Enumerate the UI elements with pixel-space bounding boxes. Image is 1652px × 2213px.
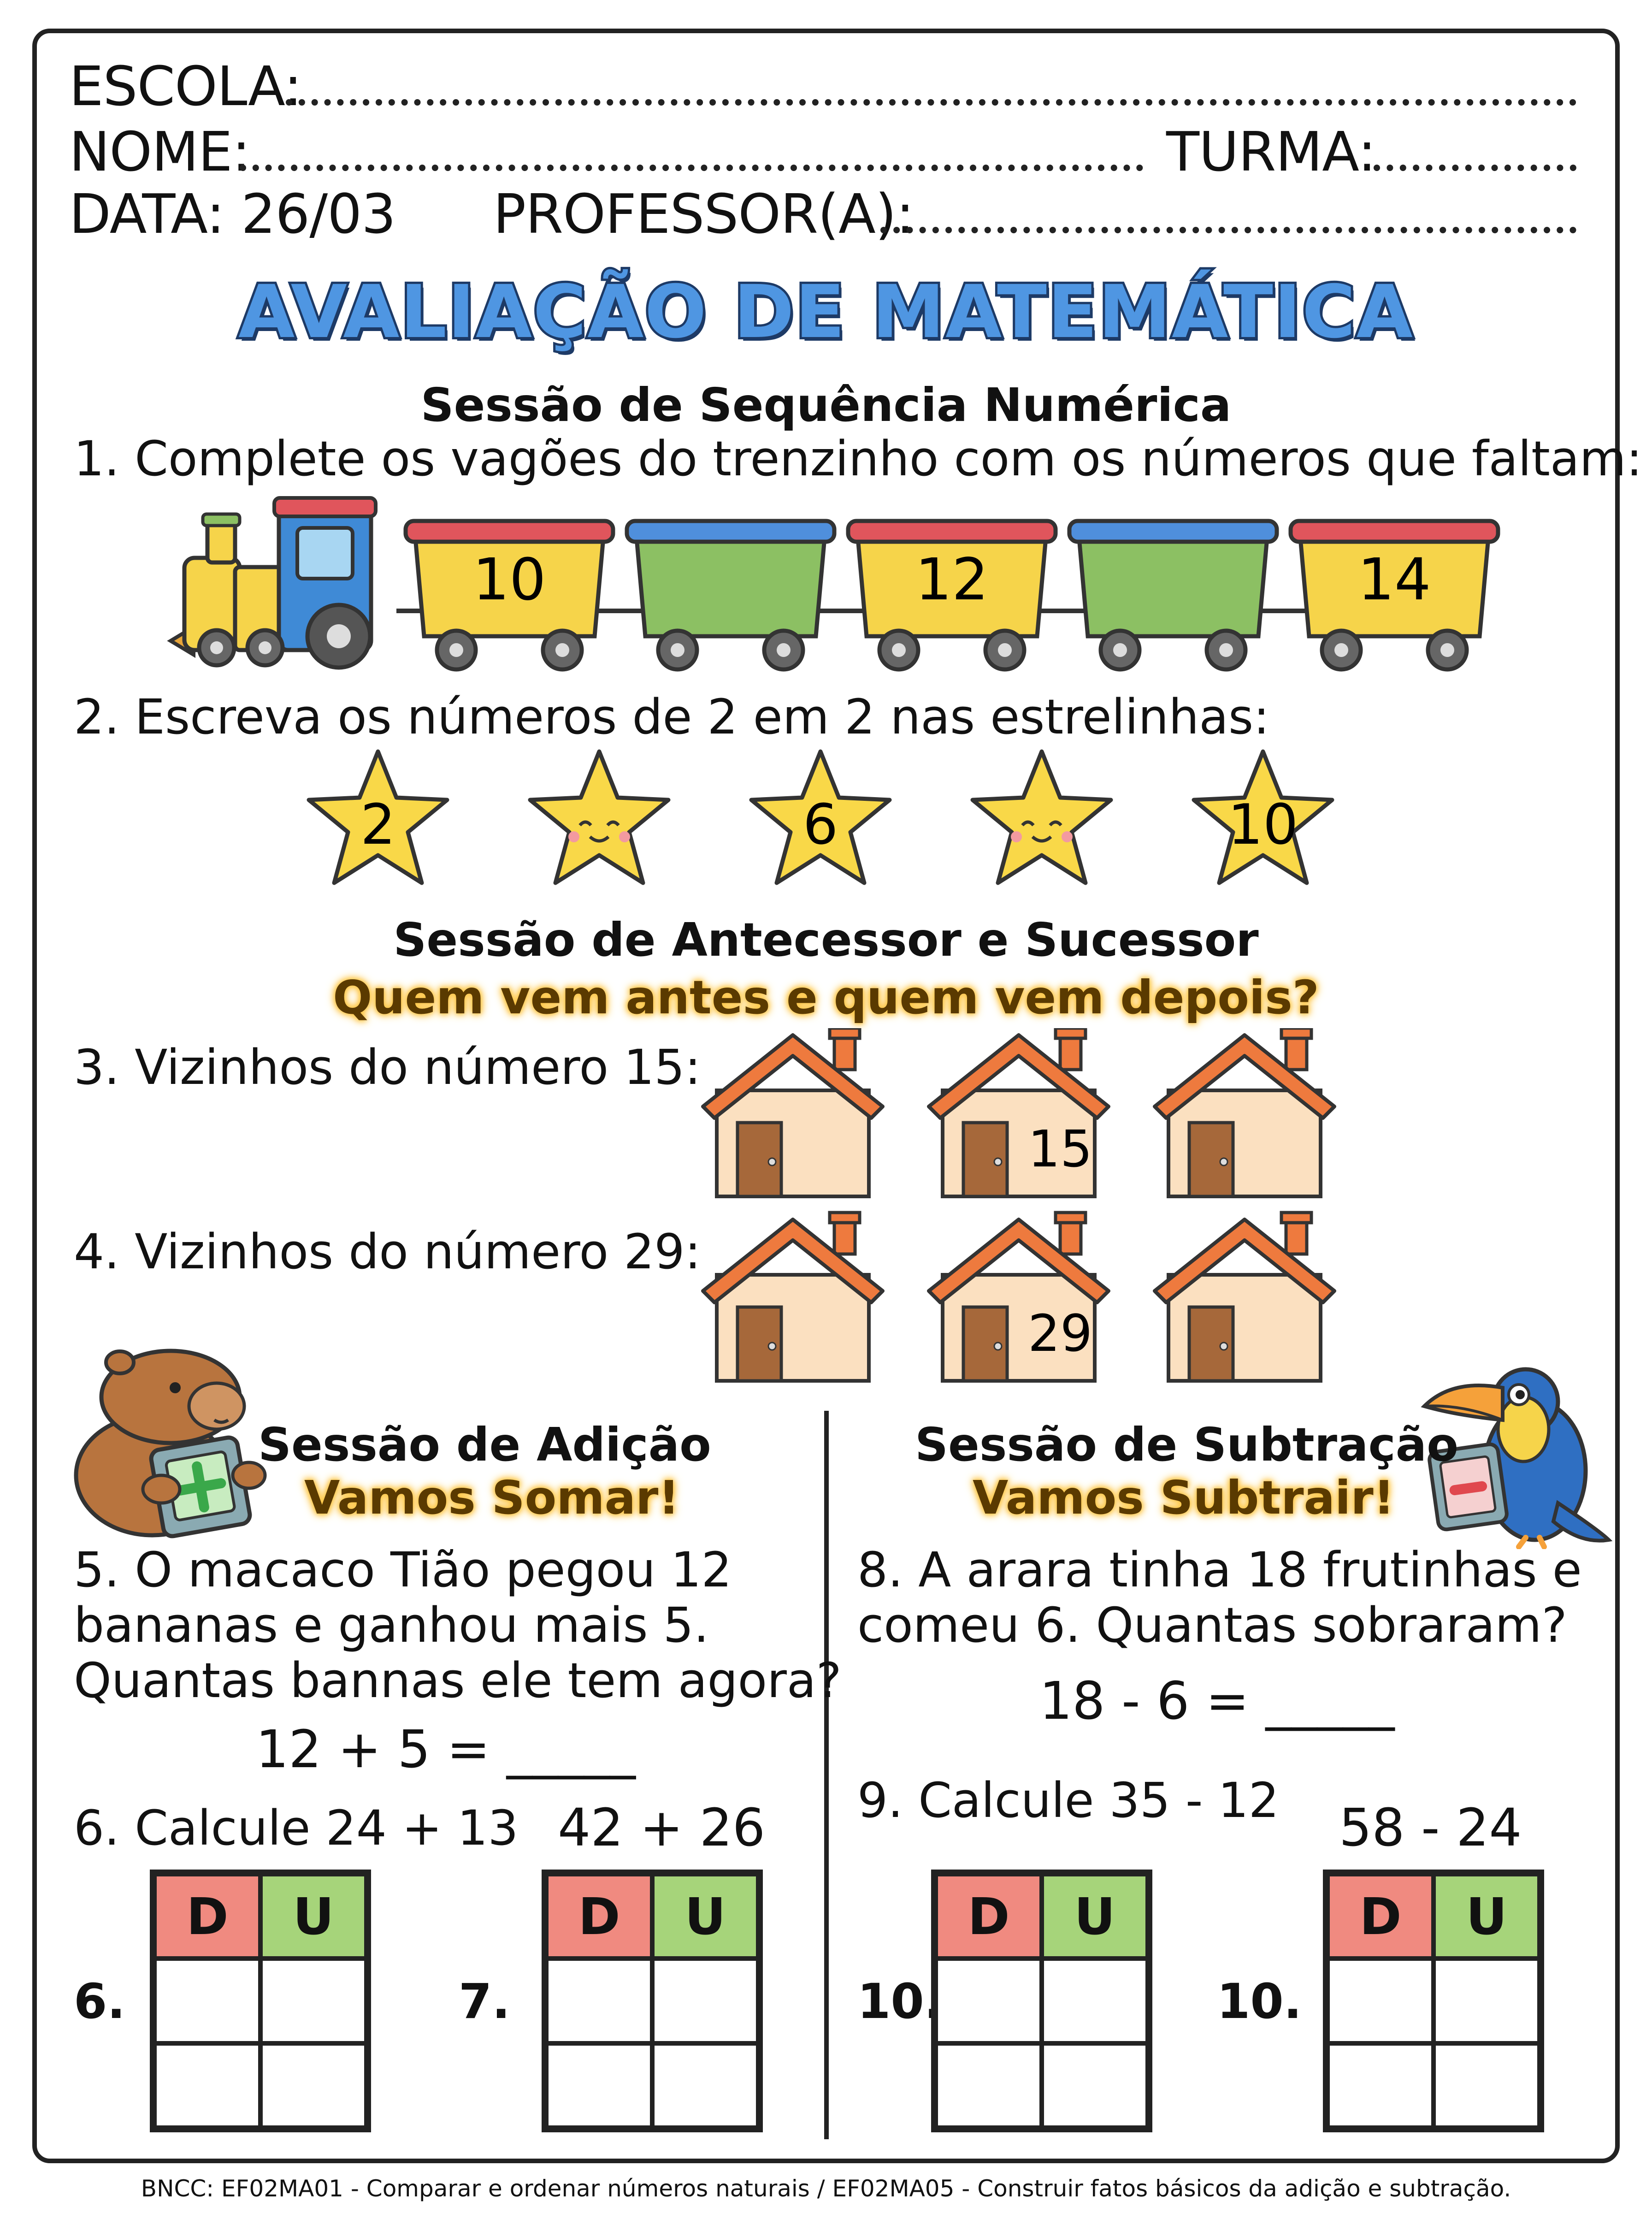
house-4c-icon (1155, 1213, 1334, 1381)
question-1: 1. Complete os vagões do trenzinho com os números que faltam: (74, 431, 1643, 487)
question-9: 9. Calcule 35 - 12 (857, 1772, 1279, 1828)
wagon-4 (1069, 521, 1277, 669)
place-value-grid-7 (542, 1870, 763, 2132)
escola-label: ESCOLA: (69, 54, 302, 118)
grid-7-cell[interactable] (546, 2043, 652, 2128)
grid-7-cell[interactable] (652, 1959, 758, 2043)
house-3c-icon (1155, 1028, 1334, 1196)
question-8-equation: 18 - 6 = _____ (1039, 1671, 1395, 1731)
bncc-footer: BNCC: EF02MA01 - Comparar e ordenar números naturais / EF02MA05 - Construir fatos básicos da adição e subtração. (141, 2175, 1511, 2202)
wagon-3-number: 12 (915, 546, 989, 613)
place-value-grid-10a (931, 1870, 1152, 2132)
escola-field[interactable] (286, 99, 1576, 106)
place-value-grid-10b (1323, 1870, 1544, 2132)
column-divider (824, 1411, 829, 2139)
question-7-expression: 42 + 26 (558, 1798, 766, 1858)
grid-6-cell[interactable] (154, 1959, 260, 2043)
turma-field[interactable] (1374, 165, 1576, 171)
star-5-number: 10 (1227, 793, 1298, 857)
grid-7-cell[interactable] (652, 2043, 758, 2128)
subtraction-section-title: Sessão de Subtração (915, 1418, 1458, 1472)
subtraction-section-subtitle: Vamos Subtrair! (973, 1471, 1395, 1525)
grid-10b-header-d: D (1328, 1874, 1434, 1959)
grid-10a-cell[interactable] (936, 1959, 1042, 2043)
nome-field[interactable] (240, 165, 1143, 171)
page-title: AVALIAÇÃO DE MATEMÁTICA (238, 270, 1414, 355)
neighbors-section-subtitle: Quem vem antes e quem vem depois? (333, 970, 1319, 1024)
grid-10a-cell[interactable] (1042, 1959, 1148, 2043)
grid-7-header-u: U (652, 1874, 758, 1959)
grid-6-cell[interactable] (260, 2043, 366, 2128)
question-2: 2. Escreva os números de 2 em 2 nas estrelinhas: (74, 689, 1270, 745)
question-3: 3. Vizinhos do número 15: (74, 1039, 701, 1095)
grid-6-label: 6. (74, 1973, 125, 2030)
nome-label: NOME: (69, 120, 250, 183)
question-5-line-1: 5. O macaco Tião pegou 12 (74, 1542, 732, 1598)
house-3a-icon (703, 1028, 883, 1196)
grid-6-header-d: D (154, 1874, 260, 1959)
question-10-expression: 58 - 24 (1339, 1798, 1522, 1858)
grid-6-header-u: U (260, 1874, 366, 1959)
grid-10a-header-d: D (936, 1874, 1042, 1959)
question-6: 6. Calcule 24 + 13 (74, 1800, 519, 1856)
sequence-section-title: Sessão de Sequência Numérica (420, 378, 1232, 432)
grid-10b-cell[interactable] (1328, 1959, 1434, 2043)
house-15-number: 15 (1028, 1119, 1092, 1178)
grid-6-cell[interactable] (154, 2043, 260, 2128)
grid-10a-label: 10. (857, 1973, 943, 2030)
wagon-2 (627, 521, 834, 669)
grid-10b-header-u: U (1434, 1874, 1540, 1959)
grid-7-cell[interactable] (546, 1959, 652, 2043)
star-1-number: 2 (360, 793, 396, 857)
question-5-line-2: bananas e ganhou mais 5. (74, 1597, 709, 1653)
question-5-equation: 12 + 5 = _____ (256, 1720, 636, 1780)
data-label: DATA: 26/03 (69, 182, 396, 246)
question-5-line-3: Quantas bannas ele tem agora? (74, 1652, 842, 1709)
question-4: 4. Vizinhos do número 29: (74, 1224, 701, 1280)
stars-row (304, 747, 1346, 894)
grid-7-label: 7. (459, 1973, 510, 2030)
addition-section-subtitle: Vamos Somar! (304, 1471, 679, 1525)
addition-section-title: Sessão de Adição (258, 1418, 711, 1472)
question-8-line-2: comeu 6. Quantas sobraram? (857, 1597, 1567, 1653)
neighbors-section-title: Sessão de Antecessor e Sucessor (393, 913, 1259, 967)
place-value-grid-6 (150, 1870, 371, 2132)
capybara-icon (60, 1337, 281, 1540)
grid-10a-cell[interactable] (936, 2043, 1042, 2128)
grid-6-cell[interactable] (260, 1959, 366, 2043)
house-4a-icon (703, 1213, 883, 1381)
locomotive-icon (171, 498, 376, 668)
turma-label: TURMA: (1166, 120, 1376, 183)
train-illustration (157, 489, 1503, 678)
wagon-1-number: 10 (472, 546, 546, 613)
grid-10b-cell[interactable] (1328, 2043, 1434, 2128)
star-4-icon (973, 751, 1111, 883)
grid-10b-cell[interactable] (1434, 2043, 1540, 2128)
grid-10b-label: 10. (1217, 1973, 1302, 2030)
grid-10b-cell[interactable] (1434, 1959, 1540, 2043)
grid-10a-cell[interactable] (1042, 2043, 1148, 2128)
houses-group (696, 1028, 1378, 1388)
grid-7-header-d: D (546, 1874, 652, 1959)
house-29-number: 29 (1028, 1304, 1092, 1363)
star-2-icon (530, 751, 668, 883)
grid-10a-header-u: U (1042, 1874, 1148, 1959)
professor-label: PROFESSOR(A): (493, 182, 914, 246)
professor-field[interactable] (880, 227, 1576, 233)
star-3-number: 6 (802, 793, 838, 857)
wagon-5-number: 14 (1357, 546, 1431, 613)
question-8-line-1: 8. A arara tinha 18 frutinhas e (857, 1542, 1582, 1598)
